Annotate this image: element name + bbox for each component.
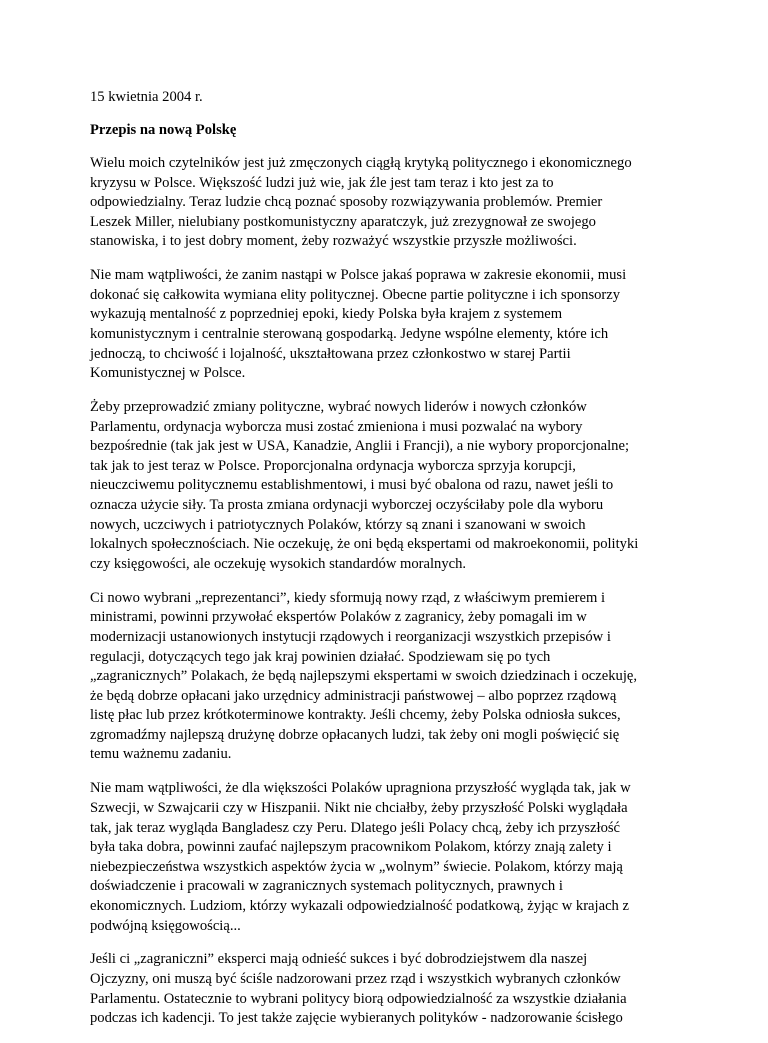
body-paragraph — [90, 779, 686, 936]
paragraph-line: nieuczciwemu politycznemu establishmentowi, i musi być obalona od razu, nawet jeśli to — [90, 477, 614, 494]
paragraph-line: wykazują mentalność z poprzedniej epoki, kiedy Polska była krajem z systemem — [90, 306, 563, 323]
paragraph-line: Parlamentu, ordynacja wyborcza musi zostać zmieniona i musi pozwalać na wybory — [90, 418, 583, 435]
paragraph-line: temu ważnemu zadaniu. — [90, 746, 232, 763]
paragraph-line: tak, jak teraz wygląda Bangladesz czy Peru. Dlatego jeśli Polacy chcą, żeby ich przyszłość — [90, 819, 621, 836]
paragraph-line: czy księgowości, ale oczekuję wysokich standardów moralnych. — [90, 555, 467, 572]
paragraph-line: bezpośrednie (tak jak jest w USA, Kanadzie, Anglii i Francji), a nie wybory proporcjonalne; — [90, 438, 630, 455]
document-date: 15 kwietnia 2004 r. — [90, 89, 203, 105]
paragraph-line: lokalnych społecznościach. Nie oczekuję, że oni będą ekspertami od makroekonomii, polityki — [90, 536, 639, 553]
body-paragraph — [90, 266, 686, 384]
document-title: Przepis na nową Polskę — [90, 121, 237, 138]
paragraph-line: regulacji, dotyczących tego jak kraj powinien działać. Spodziewam się po tych — [90, 648, 551, 665]
body-paragraph — [90, 398, 686, 574]
paragraph-line: podwójną księgowością... — [90, 917, 241, 934]
paragraph-line: podczas ich kadencji. To jest także zajęcie wybieranych polityków - nadzorowanie ścisłego — [90, 1010, 623, 1027]
document-page — [90, 88, 686, 1043]
document-body — [90, 154, 686, 1029]
paragraph-line: nowych, uczciwych i patriotycznych Polaków, którzy są znani i szanowani w swoich — [90, 516, 586, 533]
paragraph-line: modernizacji ustanowionych instytucji rządowych i reorganizacji wszystkich przepisów i — [90, 628, 611, 645]
paragraph-line: Komunistycznej w Polsce. — [90, 365, 246, 382]
paragraph-line: „zagranicznych” Polakach, że będą najlepszymi ekspertami w swoich dziedzinach i oczekuję, — [90, 668, 638, 685]
paragraph-line: Nie mam wątpliwości, że zanim nastąpi w Polsce jakaś poprawa w zakresie ekonomii, musi — [90, 267, 627, 284]
paragraph-line: kryzysu w Polsce. Większość ludzi już wie, jak źle jest tam teraz i kto jest za to — [90, 174, 554, 191]
paragraph-line: niebezpieczeństwa wszystkich aspektów życia w „wolnym” świecie. Polakom, którzy mają — [90, 858, 623, 875]
body-paragraph — [90, 950, 686, 1028]
paragraph-line: tak jak to jest teraz w Polsce. Proporcjonalna ordynacja wyborcza sprzyja korupcji, — [90, 457, 576, 474]
paragraph-line: Szwecji, w Szwajcarii czy w Hiszpanii. Nikt nie chciałby, żeby przyszłość Polski wyglądała — [90, 799, 628, 816]
paragraph-line: Leszek Miller, nielubiany postkomunistyczny aparatczyk, już zrezygnował ze swojego — [90, 213, 596, 230]
paragraph-line: Jeśli ci „zagraniczni” eksperci mają odnieść sukces i być dobrodziejstwem dla naszej — [90, 951, 588, 968]
paragraph-line: komunistycznym i centralnie sterowaną gospodarką. Jedyne wspólne elementy, które ich — [90, 326, 609, 343]
paragraph-line: że będą dobrze opłacani jako urzędnicy administracji państwowej – albo poprzez rządową — [90, 687, 617, 704]
paragraph-line: zgromadźmy najlepszą drużynę dobrze opłacanych ludzi, tak żeby oni mogli poświęcić się — [90, 726, 620, 743]
paragraph-line: Nie mam wątpliwości, że dla większości Polaków upragniona przyszłość wygląda tak, jak w — [90, 780, 631, 797]
paragraph-line: listę płac lub przez krótkoterminowe kontrakty. Jeśli chcemy, żeby Polska odniosła sukces, — [90, 707, 621, 724]
paragraph-line: jednoczą, to chciwość i lojalność, ukształtowana przez członkostwo w starej Partii — [90, 345, 571, 362]
paragraph-line: była taka dobra, powinni zaufać najlepszym pracownikom Polakom, którzy znają zalety i — [90, 839, 612, 856]
paragraph-line: doświadczenie i pracowali w zagranicznych systemach politycznych, prawnych i — [90, 878, 563, 895]
paragraph-line: ministrami, powinni przywołać ekspertów Polaków z zagranicy, żeby pomagali im w — [90, 609, 587, 626]
paragraph-line: Ci nowo wybrani „reprezentanci”, kiedy sformują nowy rząd, z właściwym premierem i — [90, 589, 606, 606]
paragraph-line: ekonomicznych. Ludziom, którzy wykazali odpowiedzialność podatkową, żyjąc w krajach z — [90, 897, 629, 914]
paragraph-line: odpowiedzialny. Teraz ludzie chcą poznać sposoby rozwiązywania problemów. Premier — [90, 194, 603, 211]
paragraph-line: oznacza użycie siły. Ta prosta zmiana ordynacji wyborczej oczyściłaby pole dla wyboru — [90, 497, 604, 514]
paragraph-line: dokonać się całkowita wymiana elity politycznej. Obecne partie polityczne i ich sponsorzy — [90, 286, 621, 303]
paragraph-line: stanowiska, i to jest dobry moment, żeby rozważyć wszystkie przyszłe możliwości. — [90, 233, 577, 250]
paragraph-line: Wielu moich czytelników jest już zmęczonych ciągłą krytyką politycznego i ekonomicznego — [90, 154, 632, 171]
body-paragraph — [90, 154, 686, 252]
paragraph-line: Ojczyzny, oni muszą być ściśle nadzorowani przez rząd i wszystkich wybranych członków — [90, 971, 621, 988]
paragraph-line: Parlamentu. Ostatecznie to wybrani politycy biorą odpowiedzialność za wszystkie działania — [90, 990, 627, 1007]
paragraph-line: Żeby przeprowadzić zmiany polityczne, wybrać nowych liderów i nowych członków — [90, 399, 587, 416]
body-paragraph — [90, 589, 686, 765]
